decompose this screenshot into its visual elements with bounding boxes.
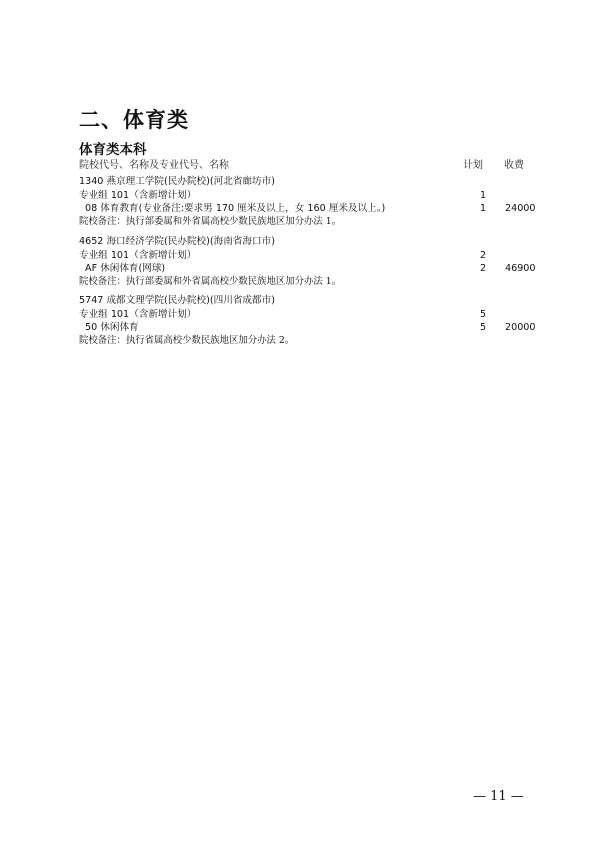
major-fee: 24000 — [505, 203, 536, 214]
school-line — [79, 175, 549, 189]
major-name: 50 休闲体育 — [85, 322, 139, 333]
major-line — [79, 321, 549, 335]
header-name: 院校代号、名称及专业代号、名称 — [79, 160, 229, 171]
header-fee: 收费 — [504, 160, 524, 171]
major-plan: 1 — [480, 203, 487, 214]
major-fee: 46900 — [505, 263, 536, 274]
group-line — [79, 308, 549, 322]
group-line — [79, 189, 549, 203]
school-remark: 院校备注：执行部委属和外省属高校少数民族地区加分办法 1。 — [79, 216, 342, 227]
school-remark: 院校备注：执行省属高校少数民族地区加分办法 2。 — [79, 335, 295, 346]
school-name: 4652 海口经济学院(民办院校)(海南省海口市) — [79, 236, 275, 247]
remark-line — [79, 215, 549, 229]
remark-line — [79, 275, 549, 289]
section-title: 二、体育类 — [79, 108, 189, 132]
group-name: 专业组 101（含新增计划） — [79, 250, 197, 261]
group-name: 专业组 101（含新增计划） — [79, 190, 197, 201]
group-plan: 1 — [480, 190, 487, 201]
sub-title: 体育类本科 — [79, 142, 147, 158]
group-plan: 2 — [480, 250, 487, 261]
group-name: 专业组 101（含新增计划） — [79, 309, 197, 320]
header-plan: 计划 — [463, 160, 483, 171]
school-name: 1340 燕京理工学院(民办院校)(河北省廊坊市) — [79, 176, 275, 187]
page-number: — 11 — — [473, 789, 524, 804]
major-name: 08 体育教育(专业备注:要求男 170 厘米及以上，女 160 厘米及以上。) — [85, 203, 386, 214]
major-fee: 20000 — [505, 322, 536, 333]
school-line — [79, 294, 549, 308]
remark-line — [79, 334, 549, 348]
group-line — [79, 249, 549, 263]
major-line — [79, 262, 549, 276]
major-name: AF 休闲体育(网球) — [85, 263, 166, 274]
group-plan: 5 — [480, 309, 487, 320]
major-plan: 2 — [480, 263, 487, 274]
school-line — [79, 235, 549, 249]
table-header — [79, 156, 549, 172]
school-remark: 院校备注：执行部委属和外省属高校少数民族地区加分办法 1。 — [79, 276, 342, 287]
school-name: 5747 成都文理学院(民办院校)(四川省成都市) — [79, 295, 275, 306]
major-plan: 5 — [480, 322, 487, 333]
major-line — [79, 202, 549, 216]
